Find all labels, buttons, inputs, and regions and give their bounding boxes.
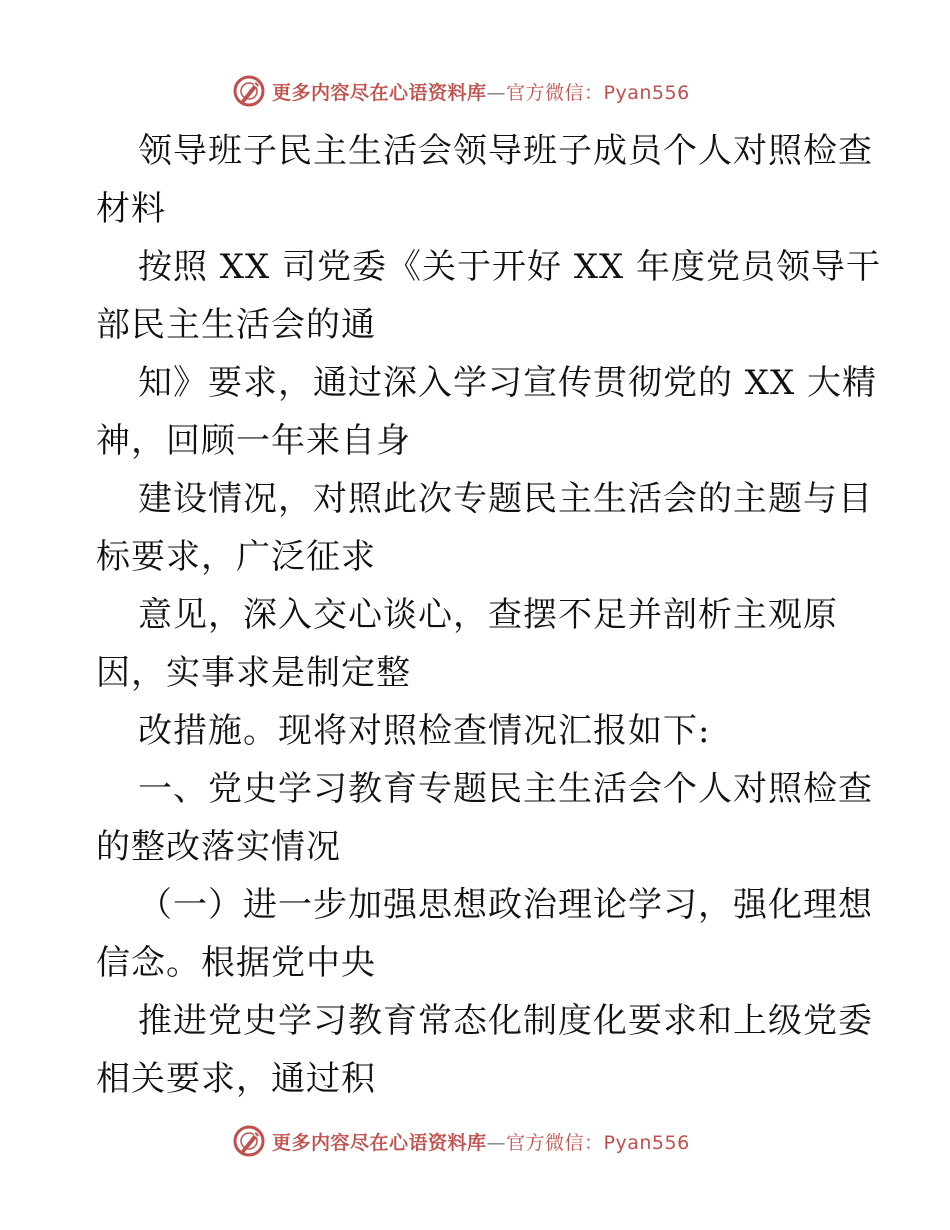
watermark-dash: — [486,1131,507,1154]
watermark-label: 官方微信： [506,1131,604,1154]
text-line: 一、党史学习教育专题民主生活会个人对照检查 [138,769,873,809]
text-line: 的整改落实情况 [96,827,341,867]
pen-circle-logo-icon [232,74,266,108]
footer-watermark [232,1124,690,1158]
watermark-text [272,78,690,105]
watermark-label: 官方微信： [506,81,604,104]
text-line: 知》要求，通过深入学习宣传贯彻党的 XX 大精 [138,363,878,403]
text-line: 信念。根据党中央 [96,943,376,983]
document-body [96,122,882,1108]
watermark-id: Pyan556 [603,81,690,104]
text-line: 按照 XX 司党委《关于开好 XX 年度党员领导干 [138,247,882,287]
text-line: 神，回顾一年来自身 [96,421,411,461]
text-line: 部民主生活会的通 [96,305,376,345]
watermark-text [272,1128,690,1155]
text-line: 相关要求，通过积 [96,1059,376,1099]
text-line: 标要求，广泛征求 [96,537,376,577]
text-line: 因，实事求是制定整 [96,653,411,693]
header-watermark [232,74,690,108]
text-line: 材料 [96,189,166,229]
watermark-id: Pyan556 [603,1131,690,1154]
watermark-main: 更多内容尽在心语资料库 [272,81,487,104]
pen-circle-logo-icon [232,1124,266,1158]
watermark-dash: — [486,81,507,104]
text-line: 意见，深入交心谈心，查摆不足并剖析主观原 [138,595,838,635]
text-line: 建设情况，对照此次专题民主生活会的主题与目 [138,479,873,519]
text-line: （一）进一步加强思想政治理论学习，强化理想 [138,885,873,925]
text-line: 改措施。现将对照检查情况汇报如下: [138,711,711,751]
text-line: 推进党史学习教育常态化制度化要求和上级党委 [138,1001,873,1041]
text-line: 领导班子民主生活会领导班子成员个人对照检查 [138,131,873,171]
watermark-main: 更多内容尽在心语资料库 [272,1131,487,1154]
